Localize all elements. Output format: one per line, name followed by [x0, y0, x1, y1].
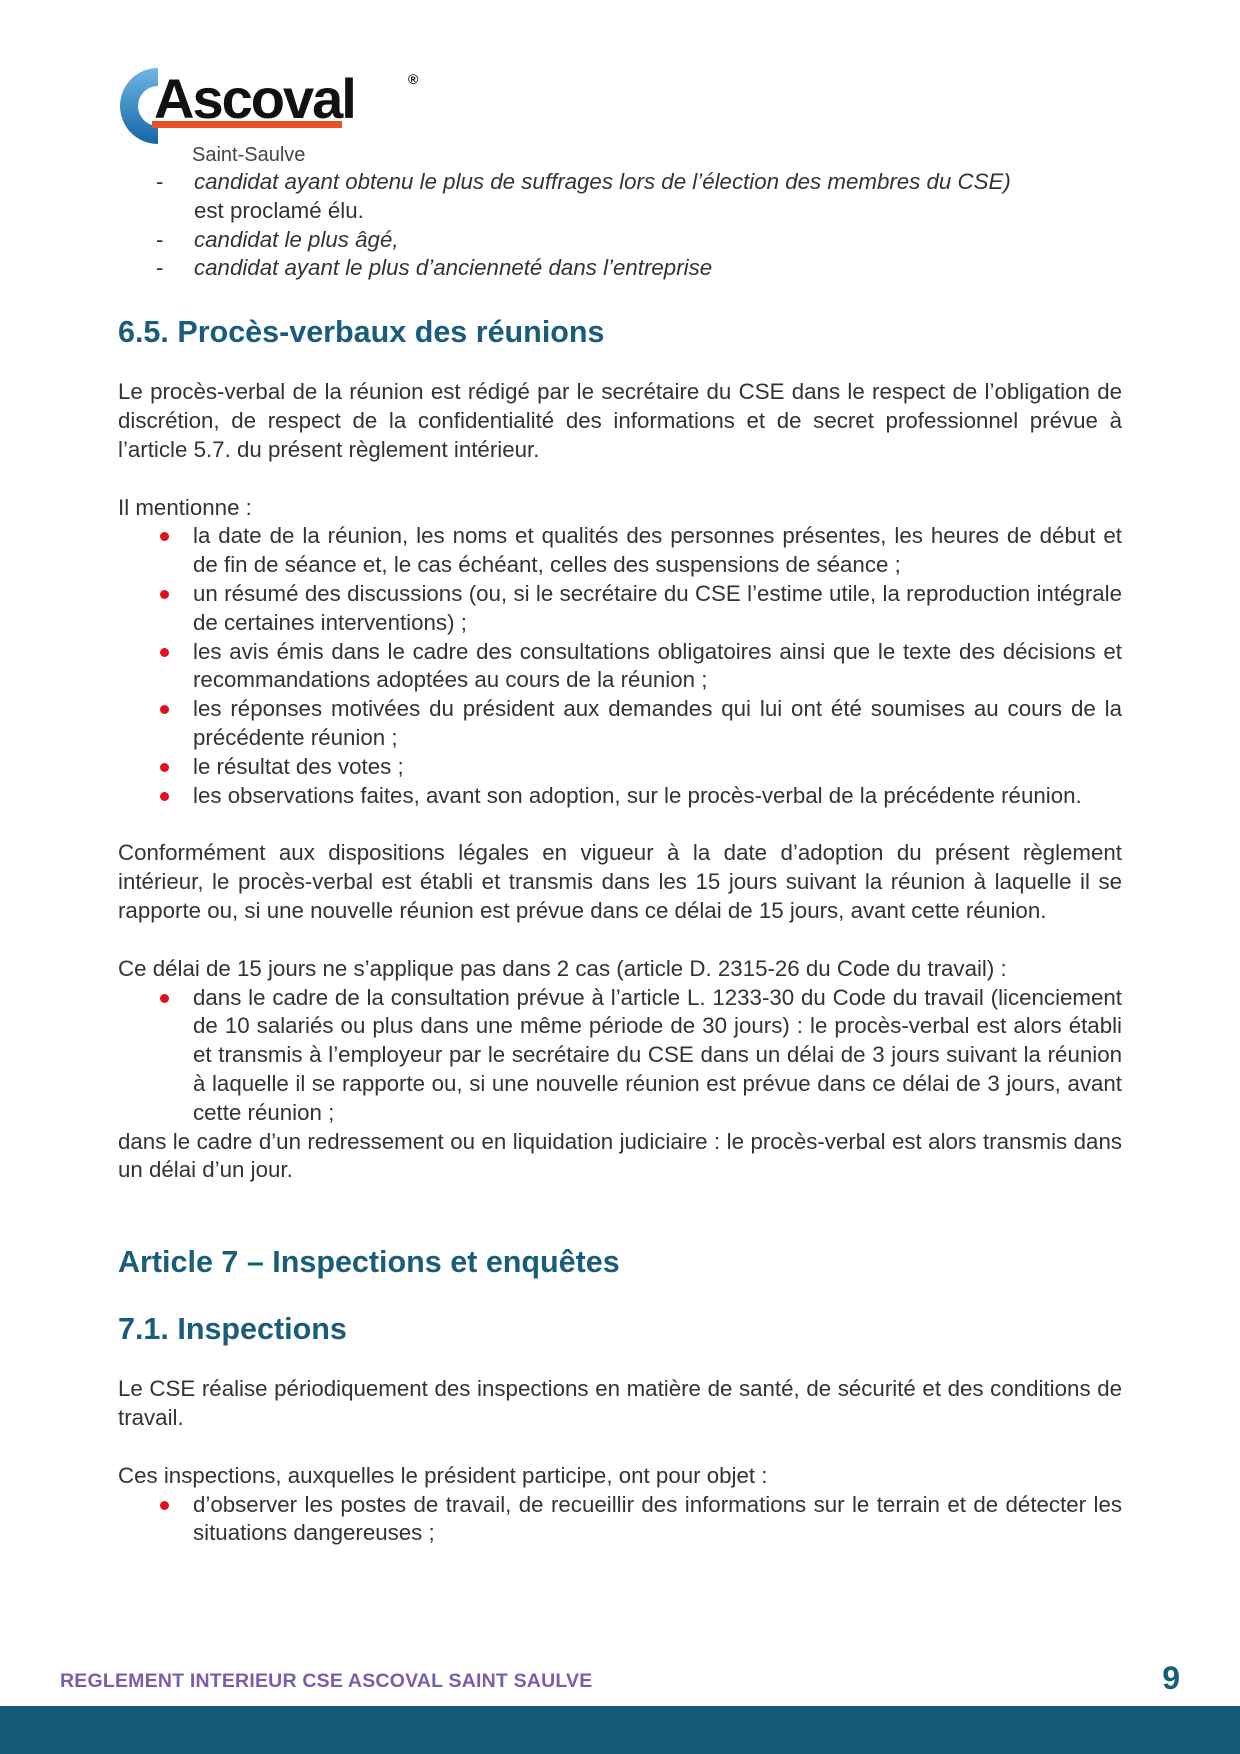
inspection-objectives-list: [118, 1491, 1122, 1549]
ascoval-logo: [118, 64, 428, 154]
footer-bar: [0, 1706, 1240, 1754]
bullet-dot-icon: [160, 532, 169, 541]
paragraph: Conformément aux dispositions légales en vigueur à la date d’adoption du présent règlement intérieur, le procès-verbal est établi et transmis dans les 15 jours suivant la réunion à laquelle il se rapporte ou, si une nouvelle réunion est prévue dans ce délai de 15 jours, avant cette réunion.: [118, 840, 1122, 923]
bullet-dot-icon: [160, 763, 169, 772]
bullet-dot-icon: [160, 994, 169, 1003]
bullet-dot-icon: [160, 590, 169, 599]
section-heading-6-5: 6.5. Procès-verbaux des réunions: [118, 315, 605, 350]
bullet-item: le résultat des votes ;: [118, 753, 1122, 782]
svg-text:Ascoval: Ascoval: [154, 67, 355, 130]
logo-subtitle: Saint-Saulve: [192, 144, 306, 166]
paragraph: Le procès-verbal de la réunion est rédigé par le secrétaire du CSE dans le respect de l’obligation de discrétion, de respect de la confidentialité des informations et de secret professionnel prévue à l’article 5.7. du présent règlement intérieur.: [118, 379, 1122, 462]
list-item: - candidat le plus âgé,: [118, 226, 1122, 255]
paragraph: Le CSE réalise périodiquement des inspections en matière de santé, de sécurité et des conditions de travail.: [118, 1376, 1122, 1430]
footer-title: REGLEMENT INTERIEUR CSE ASCOVAL SAINT SAULVE: [60, 1670, 593, 1692]
bullet-item: la date de la réunion, les noms et qualités des personnes présentes, les heures de début et de fin de séance et, le cas échéant, celles des suspensions de séance ;: [118, 522, 1122, 580]
bullet-dot-icon: [160, 1501, 169, 1510]
bullet-item: un résumé des discussions (ou, si le secrétaire du CSE l’estime utile, la reproduction intégrale de certaines interventions) ;: [118, 580, 1122, 638]
list-item: - candidat ayant le plus d’ancienneté dans l’entreprise: [118, 254, 1122, 283]
paragraph: dans le cadre d’un redressement ou en liquidation judiciaire : le procès-verbal est alors transmis dans un délai d’un jour.: [118, 1128, 1122, 1183]
exceptions-list: [118, 984, 1122, 1128]
bullet-dot-icon: [160, 792, 169, 801]
bullet-dot-icon: [160, 648, 169, 657]
article-heading-7: Article 7 – Inspections et enquêtes: [118, 1245, 620, 1280]
svg-text:®: ®: [408, 71, 419, 87]
page-number: 9: [1162, 1660, 1180, 1696]
bullet-item: les avis émis dans le cadre des consultations obligatoires ainsi que le texte des décisions et recommandations adoptées au cours de la réunion ;: [118, 638, 1122, 696]
list-item: - candidat ayant obtenu le plus de suffrages lors de l’élection des membres du CSE) est proclamé élu.: [118, 168, 1122, 226]
bullet-item: les observations faites, avant son adoption, sur le procès-verbal de la précédente réunion.: [118, 782, 1122, 811]
document-body: [118, 168, 1122, 1548]
bullet-item: dans le cadre de la consultation prévue à l’article L. 1233-30 du Code du travail (licenciement de 10 salariés ou plus dans une même période de 30 jours) : le procès-verbal est alors établi et transmis à l’employeur par le secrétaire du CSE dans un délai de 3 jours suivant la réunion à laquelle il se rapporte ou, si une nouvelle réunion est prévue dans ce délai de 3 jours, avant cette réunion ;: [118, 984, 1122, 1128]
paragraph: Ce délai de 15 jours ne s’applique pas dans 2 cas (article D. 2315-26 du Code du travail) :: [118, 955, 1007, 981]
paragraph: Il mentionne :: [118, 494, 252, 520]
bullet-item: d’observer les postes de travail, de recueillir des informations sur le terrain et de détecter les situations dangereuses ;: [118, 1491, 1122, 1549]
section-heading-7-1: 7.1. Inspections: [118, 1312, 347, 1347]
paragraph: Ces inspections, auxquelles le président participe, ont pour objet :: [118, 1462, 768, 1488]
minutes-contents-list: [118, 522, 1122, 810]
candidate-criteria-list: [118, 168, 1122, 283]
bullet-item: les réponses motivées du président aux demandes qui lui ont été soumises au cours de la précédente réunion ;: [118, 695, 1122, 753]
bullet-dot-icon: [160, 705, 169, 714]
